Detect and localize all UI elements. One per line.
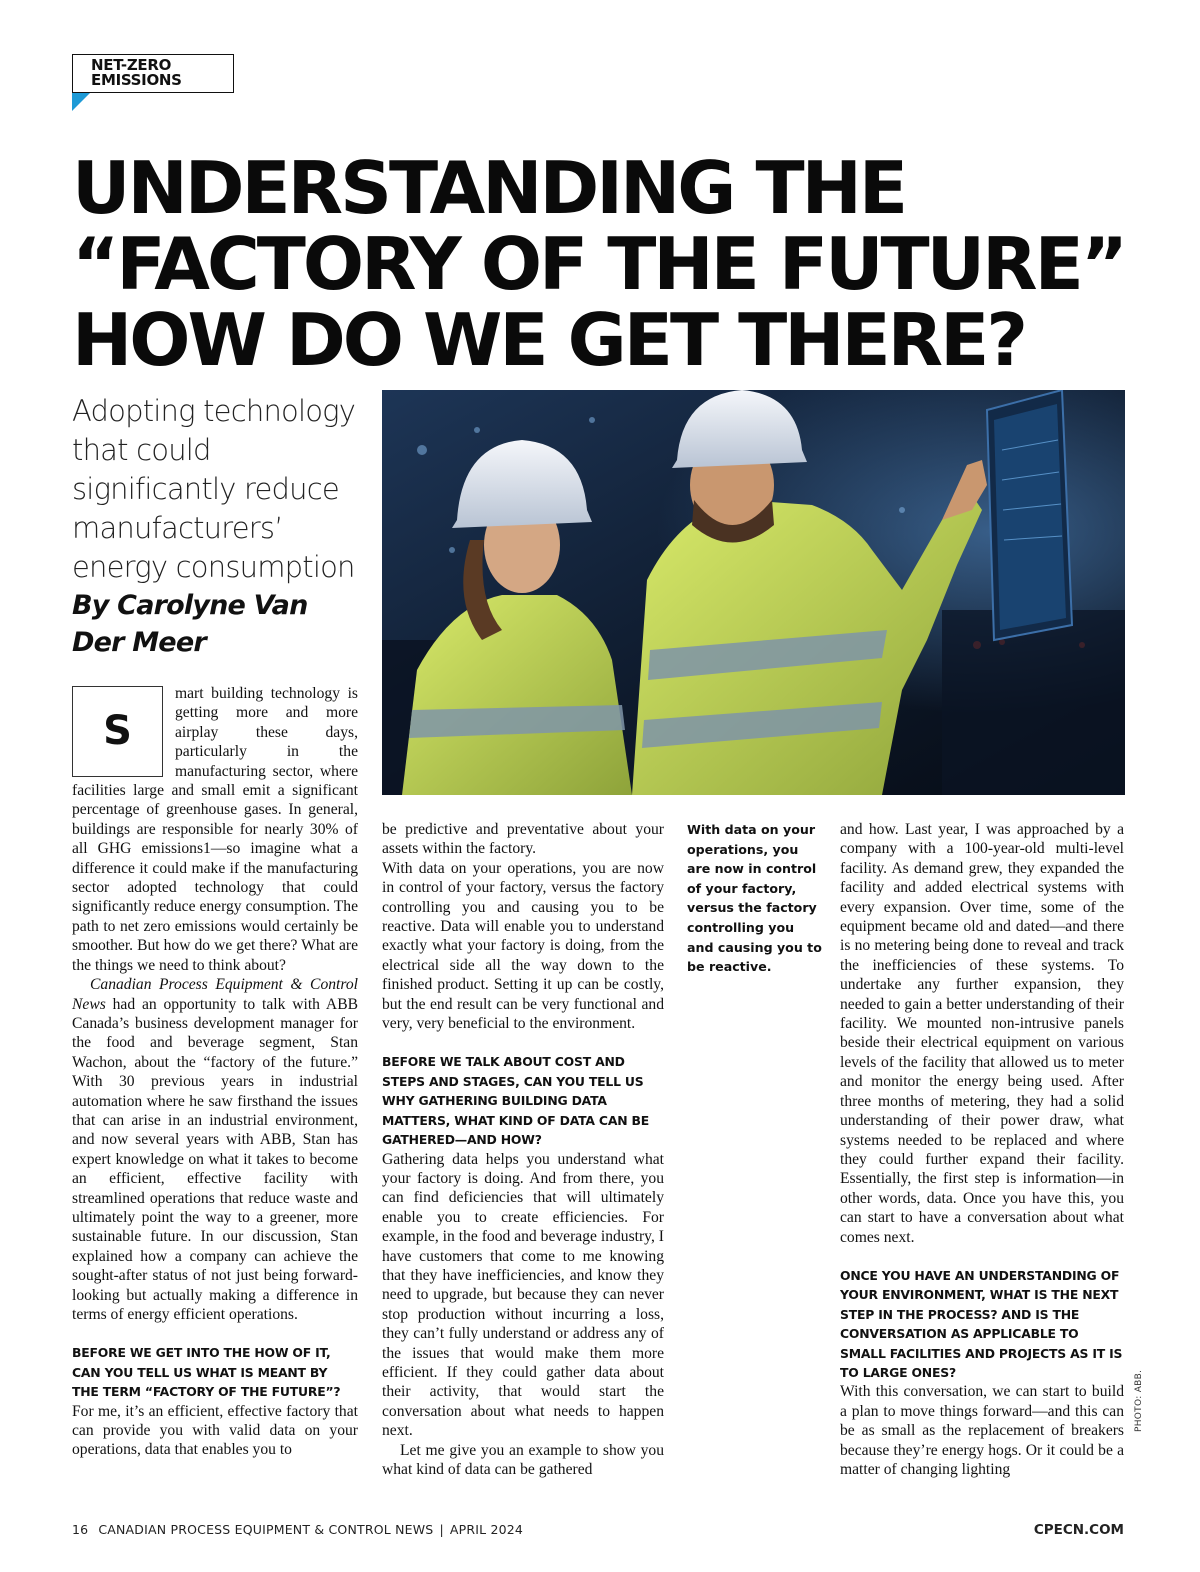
subtitle: Adopting technology that could significantly reduce manufacturers’ energy consumption xyxy=(72,394,356,584)
article-column-2 xyxy=(382,820,664,1479)
paragraph-2 xyxy=(72,975,358,1324)
article-photo xyxy=(382,390,1125,795)
section-tag-line-1: NET-ZERO xyxy=(91,56,172,74)
answer-1: For me, it’s an efficient, effective factory that can provide you with valid data on your operations, data that enables you to xyxy=(72,1402,358,1459)
paragraph-data-control: With data on your operations, you are now in control of your factory, versus the factory controlling you and causing you to be reactive. Data will enable you to understand exactly what your factory is doing, from the electrical side all the way down to the finished product. Setting it up can be costly, but the end result can be very functional and very, very beneficial to the environment. xyxy=(382,859,664,1033)
pull-quote: With data on your operations, you are now in control of your factory, versus the factory controlling you and causing you to be reactive. xyxy=(687,822,822,975)
paragraph-continued: be predictive and preventative about your assets within the factory. xyxy=(382,821,664,858)
issue-date: APRIL 2024 xyxy=(449,1522,524,1537)
headline-line-1: UNDERSTANDING THE xyxy=(72,146,906,230)
publication-title: CANADIAN PROCESS EQUIPMENT & CONTROL NEWS xyxy=(98,1522,434,1537)
page-footer xyxy=(72,1522,1124,1542)
section-tag xyxy=(72,54,234,93)
two-engineers-hardhats-photo-icon xyxy=(382,390,1125,795)
answer-2: Gathering data helps you understand what your factory is doing. And from there, you can find deficiencies that will ultimately enable you to create efficiencies. For example, in the food and beverage industry, I have customers that come to me knowing that they have inefficiencies, and know they need to upgrade, but because they can never stop production without incurring a loss, they can’t fully understand or address any of the issues that would make them more efficient. If they could gather data about their activity, that would start the conversation about what needs to happen next. xyxy=(382,1150,664,1440)
footer-separator: | xyxy=(439,1522,444,1537)
question-2: BEFORE WE TALK ABOUT COST AND STEPS AND STAGES, CAN YOU TELL US WHY GATHERING BUILDING DATA MATTERS, WHAT KIND OF DATA CAN BE GATHERED—AND HOW? xyxy=(382,1054,649,1148)
tag-accent-triangle xyxy=(72,93,90,111)
byline: By Carolyne Van Der Meer xyxy=(72,590,308,658)
article-column-1 xyxy=(72,684,358,1460)
drop-cap: S xyxy=(72,686,163,777)
page-number: 16 xyxy=(72,1522,89,1537)
paragraph-facility-example: and how. Last year, I was approached by a company with a 100-year-old multi-level facility. As demand grew, they expanded the facility and added electrical systems with every expansion. Over time, some of the equipment became old and dated—and there is no metering being done to reveal and track the inefficiencies of these systems. To undertake any further expansion, they needed to gain a better understanding of their facility. We mounted non-intrusive panels beside their electrical equipment on various levels of the facility that allowed us to meter and monitor the energy being used. After three months of metering, they had a solid understanding of their power draw, what systems needed to be replaced and where they could further expand their facility. Essentially, the first step is information—in other words, data. Once you have this, you can start to have a conversation about what comes next. xyxy=(840,821,1124,1246)
paragraph-2-text: had an opportunity to talk with ABB Canada’s business development manager for the food and beverage segment, Stan Wachon, about the “factory of the future.” With 30 previous years in industrial automation where he saw firsthand the issues that can arise in an industrial environment, and now several years with ABB, Stan has expert knowledge on what it takes to become an efficient, effective facility with streamlined operations that reduce waste and ultimately point the way to a greener, more sustainable future. In our discussion, Stan explained how a company can achieve the sought-after status of not just being forward-looking but actually making a difference in terms of energy efficient operations. xyxy=(72,995,358,1323)
paragraph-example: Let me give you an example to show you what kind of data can be gathered xyxy=(382,1441,664,1478)
intro-paragraph: mart building technology is getting more and more airplay these days, particularly in the manufacturing sector, where facilities large and small emit a significant percentage of greenhouse gases. In general, buildings are responsible for nearly 30% of all GHG emissions1—so imagine what a difference it could make if the manufacturing sector adopted technology that could significantly reduce energy consumption. The path to net zero emissions would certainly be smoother. But how do we get there? What are the things we need to think about? xyxy=(72,685,358,974)
headline-line-3: HOW DO WE GET THERE? xyxy=(72,298,1026,382)
article-column-3 xyxy=(840,820,1124,1479)
website-link[interactable]: CPECN.COM xyxy=(1033,1522,1124,1538)
section-tag-line-2: EMISSIONS xyxy=(91,71,182,89)
question-3: ONCE YOU HAVE AN UNDERSTANDING OF YOUR ENVIRONMENT, WHAT IS THE NEXT STEP IN THE PROCESS? AND IS THE CONVERSATION AS APPLICABLE TO SMALL FACILITIES AND PROJECTS AS IT IS TO LARGE ONES? xyxy=(840,1267,1123,1380)
photo-credit: PHOTO: ABB. xyxy=(1134,1369,1144,1432)
deck xyxy=(72,392,362,661)
headline-line-2: “FACTORY OF THE FUTURE” xyxy=(72,222,1126,306)
question-1: BEFORE WE GET INTO THE HOW OF IT, CAN YOU TELL US WHAT IS MEANT BY THE TERM “FACTORY OF THE FUTURE”? xyxy=(72,1345,341,1400)
headline xyxy=(72,146,1132,382)
publication-name: Canadian Process Equipment & Control News xyxy=(72,976,358,1013)
answer-3: With this conversation, we can start to build a plan to move things forward—and this can be as small as the replacement of breakers because they’re energy hogs. Or it could be a matter of changing lighting xyxy=(840,1383,1124,1478)
